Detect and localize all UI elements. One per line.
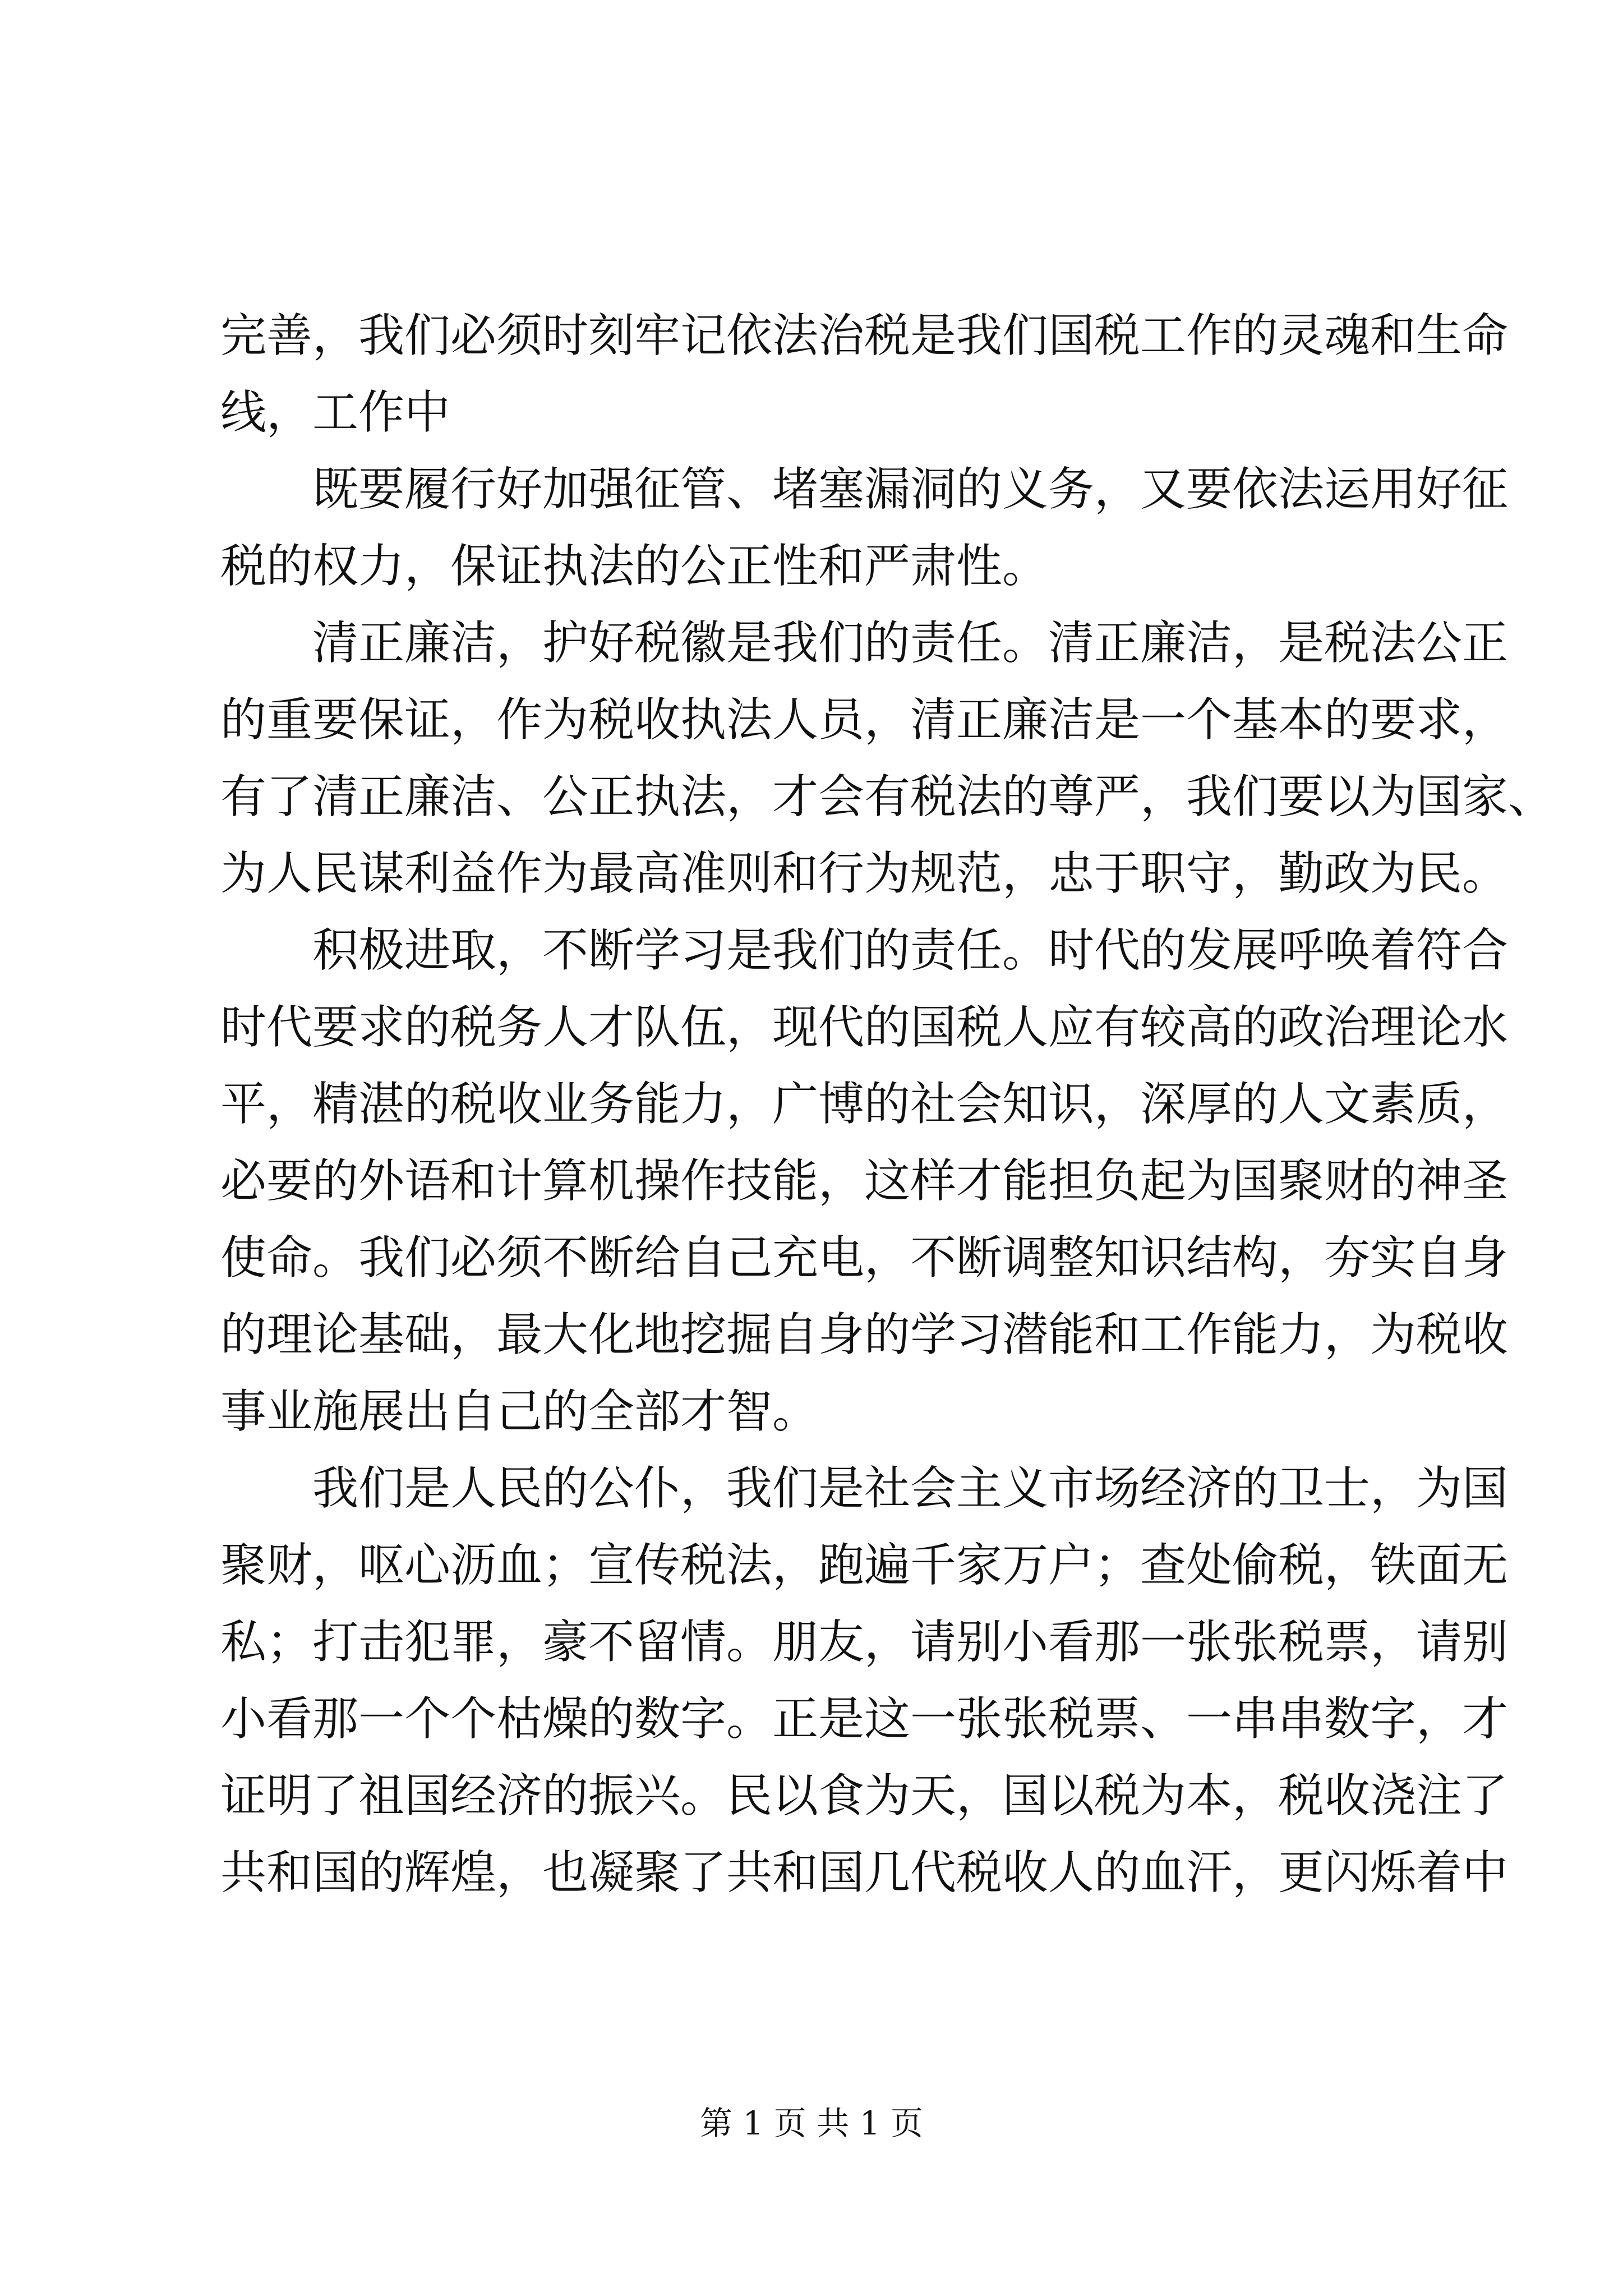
text-line: 的重要保证，作为税收执法人员，清正廉洁是一个基本的要求， [220,693,1509,747]
text-line: 事业施展出自己的全部才智。 [220,1385,819,1438]
text-line: 的理论基础，最大化地挖掘自身的学习潜能和工作能力，为税收 [220,1308,1509,1361]
text-line: 为人民谋利益作为最高准则和行为规范，忠于职守，勤政为民。 [220,847,1509,900]
text-line: 税的权力，保证执法的公正性和严肃性。 [220,540,1049,593]
text-line: 有了清正廉洁、公正执法，才会有税法的尊严，我们要以为国家、 [220,770,1555,823]
text-line: 既要履行好加强征管、堵塞漏洞的义务，又要依法运用好征 [312,463,1509,516]
page-number-footer: 第 1 页 共 1 页 [700,2104,923,2142]
text-line: 小看那一个个枯燥的数字。正是这一张张税票、一串串数字，才 [220,1692,1509,1746]
text-line: 平，精湛的税收业务能力，广博的社会知识，深厚的人文素质， [220,1078,1509,1131]
text-line: 必要的外语和计算机操作技能，这样才能担负起为国聚财的神圣 [220,1154,1509,1208]
text-line: 私；打击犯罪，豪不留情。朋友，请别小看那一张张税票，请别 [220,1616,1509,1669]
text-line: 完善，我们必须时刻牢记依法治税是我们国税工作的灵魂和生命 [220,309,1509,362]
text-line: 聚财，呕心沥血；宣传税法，跑遍千家万户；查处偷税，铁面无 [220,1539,1509,1592]
text-line: 证明了祖国经济的振兴。民以食为天，国以税为本，税收浇注了 [220,1769,1509,1823]
document-body [220,297,1555,1911]
text-line: 清正廉洁，护好税徽是我们的责任。清正廉洁，是税法公正 [312,616,1509,670]
text-line: 共和国的辉煌，也凝聚了共和国几代税收人的血汗，更闪烁着中 [220,1846,1509,1899]
text-line: 积极进取，不断学习是我们的责任。时代的发展呼唤着符合 [312,924,1509,977]
text-line: 使命。我们必须不断给自己充电，不断调整知识结构，夯实自身 [220,1231,1509,1285]
text-line: 时代要求的税务人才队伍，现代的国税人应有较高的政治理论水 [220,1001,1509,1054]
text-line: 线，工作中 [220,386,451,439]
text-line: 我们是人民的公仆，我们是社会主义市场经济的卫士，为国 [312,1462,1509,1515]
